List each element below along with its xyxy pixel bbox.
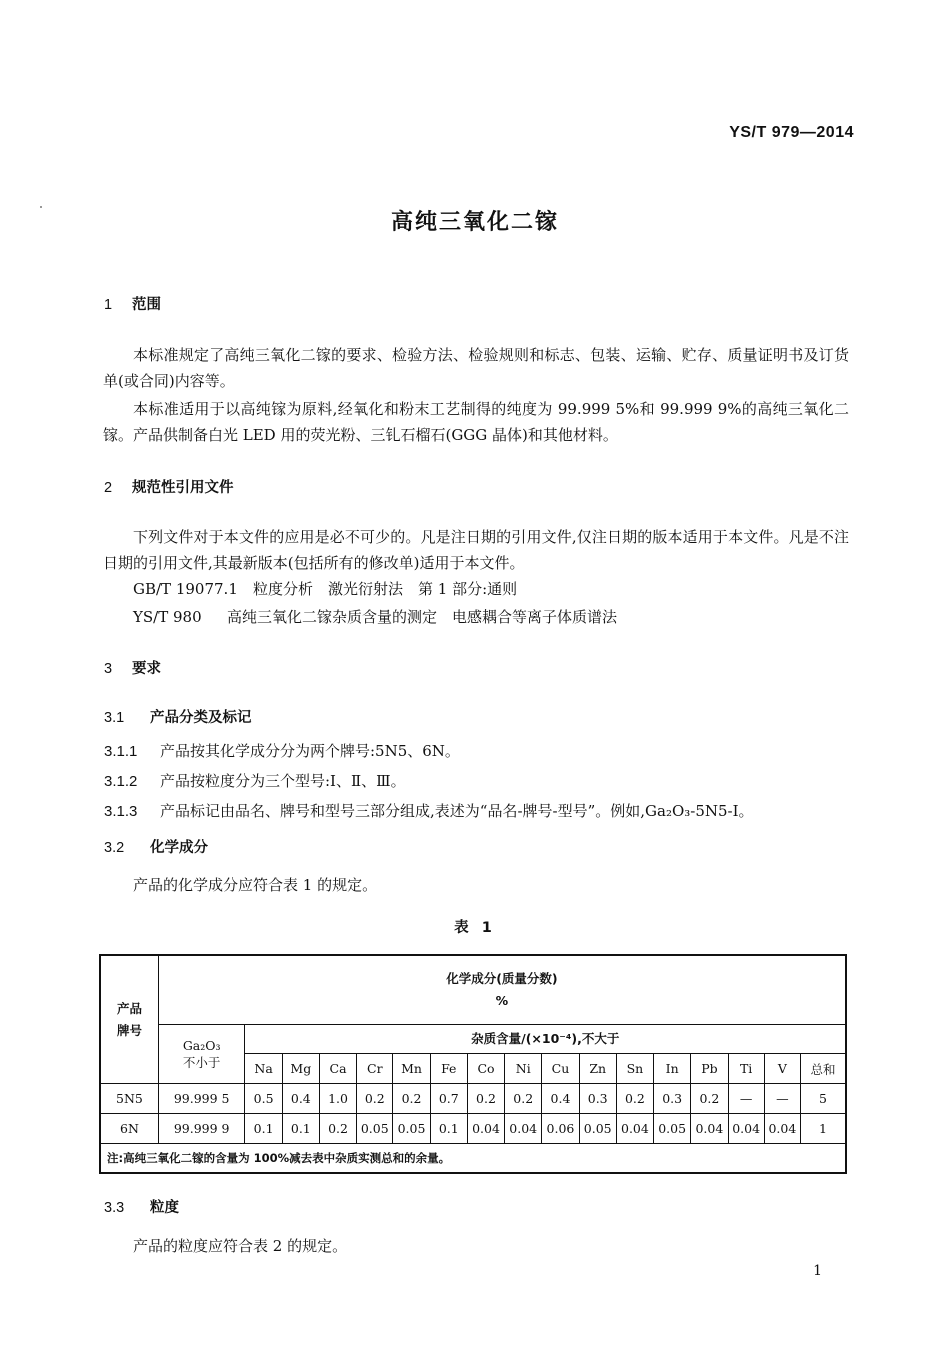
- value-cell: 0.3: [579, 1084, 616, 1114]
- ga2o3-header: Ga₂O₃: [182, 1037, 221, 1053]
- reference-title: 高纯三氧化二镓杂质含量的测定 电感耦合等离子体质谱法: [227, 608, 618, 626]
- element-header: Ni: [505, 1054, 542, 1084]
- clause-3-1-3: [104, 800, 754, 821]
- clause-3-1-1: [104, 740, 460, 761]
- value-cell: 0.4: [542, 1084, 579, 1114]
- clause-number: 3.1.2: [104, 773, 138, 790]
- ga2o3-header-cell: [158, 1025, 245, 1084]
- section-2-paragraph: 下列文件对于本文件的应用是必不可少的。凡是注日期的引用文件,仅注日期的版本适用于本文件。凡是不注日期的引用文件,其最新版本(包括所有的修改单)适用于本文件。: [103, 528, 849, 572]
- value-cell: 0.5: [245, 1084, 282, 1114]
- reference-item: [133, 606, 617, 627]
- value-cell: 0.04: [505, 1114, 542, 1144]
- element-header: V: [764, 1054, 800, 1084]
- element-header: 总和: [800, 1054, 846, 1084]
- element-header: Na: [245, 1054, 282, 1084]
- table-note: 注:高纯三氧化二镓的含量为 100%减去表中杂质实测总和的余量。: [100, 1144, 846, 1174]
- page-number: 1: [813, 1263, 822, 1279]
- clause-number: 3.1.1: [104, 743, 138, 760]
- value-cell: 0.2: [616, 1084, 653, 1114]
- document-title: 高纯三氧化二镓: [390, 210, 559, 235]
- section-3-heading: [104, 657, 161, 678]
- section-title: 规范性引用文件: [132, 480, 234, 496]
- section-title: 产品分类及标记: [150, 710, 252, 726]
- element-header: Pb: [691, 1054, 728, 1084]
- section-number: 3: [104, 661, 113, 677]
- reference-code: GB/T 19077.1: [133, 580, 238, 598]
- section-number: 3.1: [104, 710, 125, 726]
- element-header: In: [654, 1054, 691, 1084]
- section-title: 范围: [132, 297, 161, 313]
- grade-cell: 5N5: [100, 1084, 158, 1114]
- clause-3-1-2: [104, 770, 406, 791]
- chem-unit: %: [495, 993, 509, 1008]
- value-cell: 0.2: [505, 1084, 542, 1114]
- section-title: 要求: [132, 661, 161, 677]
- impurity-header: 杂质含量/(×10⁻⁴),不大于: [245, 1025, 846, 1054]
- section-number: 1: [104, 297, 113, 313]
- value-cell: 0.2: [691, 1084, 728, 1114]
- section-3-2-text: 产品的化学成分应符合表 1 的规定。: [133, 876, 378, 894]
- value-cell: 5: [800, 1084, 846, 1114]
- value-cell: 0.3: [654, 1084, 691, 1114]
- value-cell: 0.2: [393, 1084, 430, 1114]
- section-2-heading: [104, 476, 234, 497]
- table-row: [100, 1114, 846, 1144]
- element-header: Ca: [319, 1054, 356, 1084]
- ga2o3-subheader: 不小于: [182, 1054, 221, 1070]
- grade-cell: 6N: [100, 1114, 158, 1144]
- section-number: 2: [104, 480, 113, 496]
- section-1-paragraph-2: 本标准适用于以高纯镓为原料,经氧化和粉末工艺制得的纯度为 99.999 5%和 99.999 9%的高纯三氧化二镓。产品供制备白光 LED 用的荧光粉、三钆石榴石(GGG 晶体)和其他材料。: [103, 400, 849, 444]
- section-number: 3.2: [104, 840, 125, 856]
- section-3-2-heading: [104, 836, 208, 857]
- value-cell: 0.1: [245, 1114, 282, 1144]
- value-cell: 0.7: [430, 1084, 467, 1114]
- clause-number: 3.1.3: [104, 803, 138, 820]
- element-header: Sn: [616, 1054, 653, 1084]
- value-cell: 0.2: [319, 1114, 356, 1144]
- reference-item: [133, 578, 517, 599]
- element-header: Cu: [542, 1054, 579, 1084]
- standard-code: YS/T 979—2014: [729, 124, 854, 141]
- value-cell: 0.04: [467, 1114, 504, 1144]
- value-cell: 0.05: [357, 1114, 393, 1144]
- element-header: Zn: [579, 1054, 616, 1084]
- value-cell: 0.1: [430, 1114, 467, 1144]
- table-row: [100, 1084, 846, 1114]
- section-3-1-heading: [104, 706, 252, 727]
- ga2o3-cell: 99.999 5: [158, 1084, 245, 1114]
- element-header: Cr: [357, 1054, 393, 1084]
- ga2o3-cell: 99.999 9: [158, 1114, 245, 1144]
- chem-header-cell: [158, 955, 846, 1025]
- reference-code: YS/T 980: [133, 608, 202, 626]
- clause-text: 产品标记由品名、牌号和型号三部分组成,表述为“品名-牌号-型号”。例如,Ga₂O₃-5N5-Ⅰ。: [160, 802, 754, 820]
- value-cell: 0.05: [579, 1114, 616, 1144]
- value-cell: 0.05: [393, 1114, 430, 1144]
- clause-text: 产品按粒度分为三个型号:Ⅰ、Ⅱ、Ⅲ。: [160, 772, 406, 790]
- section-1-paragraph-1: 本标准规定了高纯三氧化二镓的要求、检验方法、检验规则和标志、包装、运输、贮存、质量证明书及订货单(或合同)内容等。: [103, 346, 849, 390]
- element-header: Mn: [393, 1054, 430, 1084]
- element-header: Fe: [430, 1054, 467, 1084]
- value-cell: 0.1: [282, 1114, 319, 1144]
- element-header: Co: [467, 1054, 504, 1084]
- value-cell: 1: [800, 1114, 846, 1144]
- grade-header: 产品 牌号: [100, 955, 158, 1084]
- value-cell: 0.04: [691, 1114, 728, 1144]
- value-cell: 0.04: [616, 1114, 653, 1144]
- section-title: 化学成分: [150, 840, 208, 856]
- value-cell: 0.05: [654, 1114, 691, 1144]
- value-cell: —: [764, 1084, 800, 1114]
- value-cell: 0.04: [728, 1114, 764, 1144]
- section-3-3-text: 产品的粒度应符合表 2 的规定。: [133, 1237, 348, 1255]
- value-cell: 0.2: [467, 1084, 504, 1114]
- section-title: 粒度: [150, 1200, 179, 1216]
- section-3-3-heading: [104, 1196, 179, 1217]
- section-number: 3.3: [104, 1200, 125, 1216]
- value-cell: 0.06: [542, 1114, 579, 1144]
- value-cell: 0.04: [764, 1114, 800, 1144]
- element-header: Mg: [282, 1054, 319, 1084]
- chemical-composition-table: [99, 954, 847, 1174]
- element-header: Ti: [728, 1054, 764, 1084]
- section-1-heading: [104, 293, 161, 314]
- reference-title: 粒度分析 激光衍射法 第 1 部分:通则: [253, 580, 518, 598]
- value-cell: —: [728, 1084, 764, 1114]
- value-cell: 0.4: [282, 1084, 319, 1114]
- value-cell: 1.0: [319, 1084, 356, 1114]
- chem-header: 化学成分(质量分数): [446, 971, 558, 986]
- value-cell: 0.2: [357, 1084, 393, 1114]
- clause-text: 产品按其化学成分分为两个牌号:5N5、6N。: [160, 742, 460, 760]
- table-1-caption: 表 1: [454, 920, 496, 936]
